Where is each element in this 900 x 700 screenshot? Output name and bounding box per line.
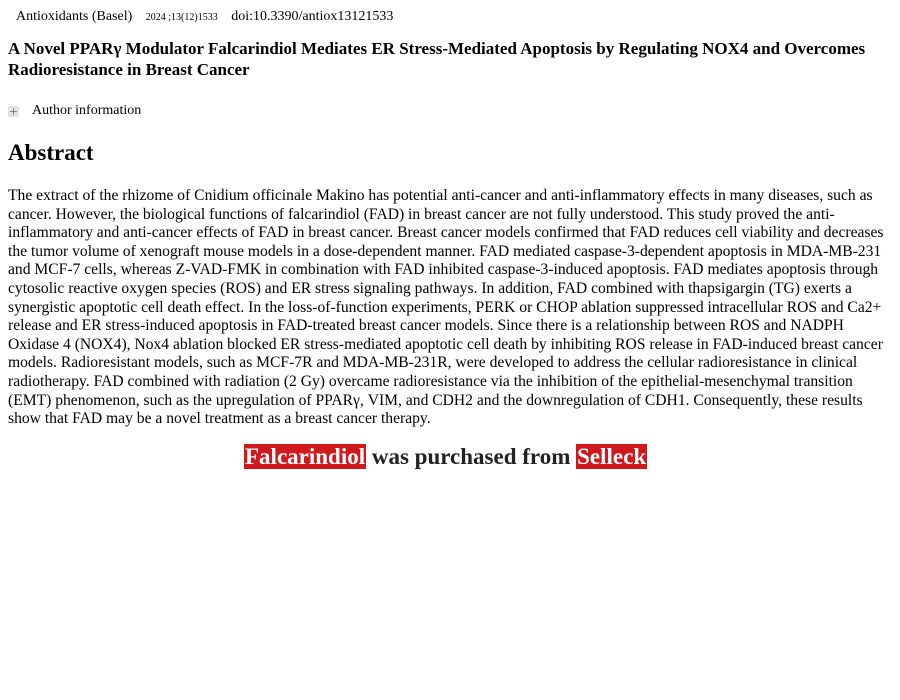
- abstract-content: [8, 187, 898, 471]
- plus-icon: +: [8, 104, 19, 118]
- vendor-highlight[interactable]: Selleck: [577, 443, 647, 469]
- article-title: A Novel PPARγ Modulator Falcarindiol Mediates ER Stress-Mediated Apoptosis by Regulating NOX4 and Overcomes Radioresistance in Breast Cancer: [8, 39, 866, 79]
- volume-info: 2024 ;13(12)1533: [145, 12, 218, 23]
- doi: doi:10.3390/antiox13121533: [231, 9, 394, 24]
- abstract-text: The extract of the rhizome of Cnidium officinale Makino has potential anti-cancer and anti-inflammatory effects in many diseases, such as cancer. However, the biological functions of falcarindiol (FAD) in breast cancer are not fully understood. This study proved the anti-inflammatory and anti-cancer effects of FAD in breast cancer. Breast cancer models confirmed that FAD reduces cell viability and decreases the tumor volume of xenograft mouse models in a dose-dependent manner. FAD mediated caspase-3-dependent apoptosis in MDA-MB-231 and MCF-7 cells, whereas Z-VAD-FMK in combination with FAD inhibited caspase-3-induced apoptosis. FAD mediates apoptosis through cytosolic reactive oxygen species (ROS) and ER stress signaling pathways. In addition, FAD combined with thapsigargin (TG) exerts a synergistic apoptotic cell death effect. In the loss-of-function experiments, PERK or CHOP ablation suppressed intracellular ROS and Ca2+ release and ER stress-induced apoptosis in FAD-treated breast cancer models. Since there is a relationship between ROS and NADPH Oxidase 4 (NOX4), Nox4 ablation blocked ER stress-mediated apoptotic cell death by inhibiting ROS release in FAD-induced breast cancer models. Radioresistant models, such as MCF-7R and MDA-MB-231R, were developed to address the cellular radioresistance in clinical radiotherapy. FAD combined with radiation (2 Gy) overcame radioresistance via the inhibition of the epithelial-mesenchymal transition (EMT) phenomenon, such as the upregulation of PPARγ, VIM, and CDH2 and the downregulation of CDH1. Consequently, these results show that FAD may be a novel treatment as a breast cancer therapy.: [8, 187, 884, 428]
- citation: [16, 9, 393, 25]
- purchase-banner: [244, 443, 898, 471]
- banner-middle-text: was purchased from: [366, 443, 577, 469]
- author-info-toggle[interactable]: [8, 103, 141, 119]
- compound-highlight: Falcarindiol: [245, 443, 366, 469]
- journal-name: Antioxidants (Basel): [16, 9, 133, 24]
- author-info-label: Author information: [32, 103, 142, 118]
- abstract-heading: Abstract: [8, 140, 94, 165]
